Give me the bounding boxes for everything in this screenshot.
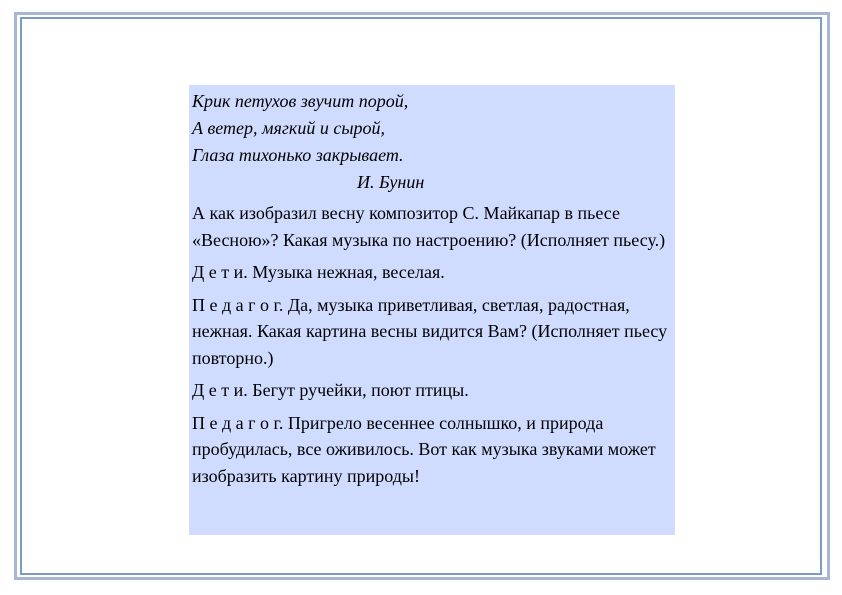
poem-author: И. Бунин [357,172,425,192]
paragraph-teacher: П е д а г о г. Пригрело весеннее солнышко, и природа пробудилась, все оживилось. Вот как музыка звуками может изобразить картину природы! [192,412,656,486]
poem-line: Крик петухов звучит порой, [192,91,409,111]
poem-line: А ветер, мягкий и сырой, [192,118,386,138]
poem-line: Глаза тихонько закрывает. [192,145,404,165]
paragraph-question: А как изобразил весну композитор С. Майкапар в пьесе «Весною»? Какая музыка по настроению? (Исполняет пьесу.) [192,203,666,250]
text-box [189,85,675,535]
paragraph-children-answer: Д е т и. Музыка нежная, веселая. [192,262,445,282]
paragraph-children-answer: Д е т и. Бегут ручейки, поют птицы. [192,380,469,400]
paragraph-teacher: П е д а г о г. Да, музыка приветливая, светлая, радостная, нежная. Какая картина весны видится Вам? (Исполняет пьесу повторно.) [192,294,668,368]
